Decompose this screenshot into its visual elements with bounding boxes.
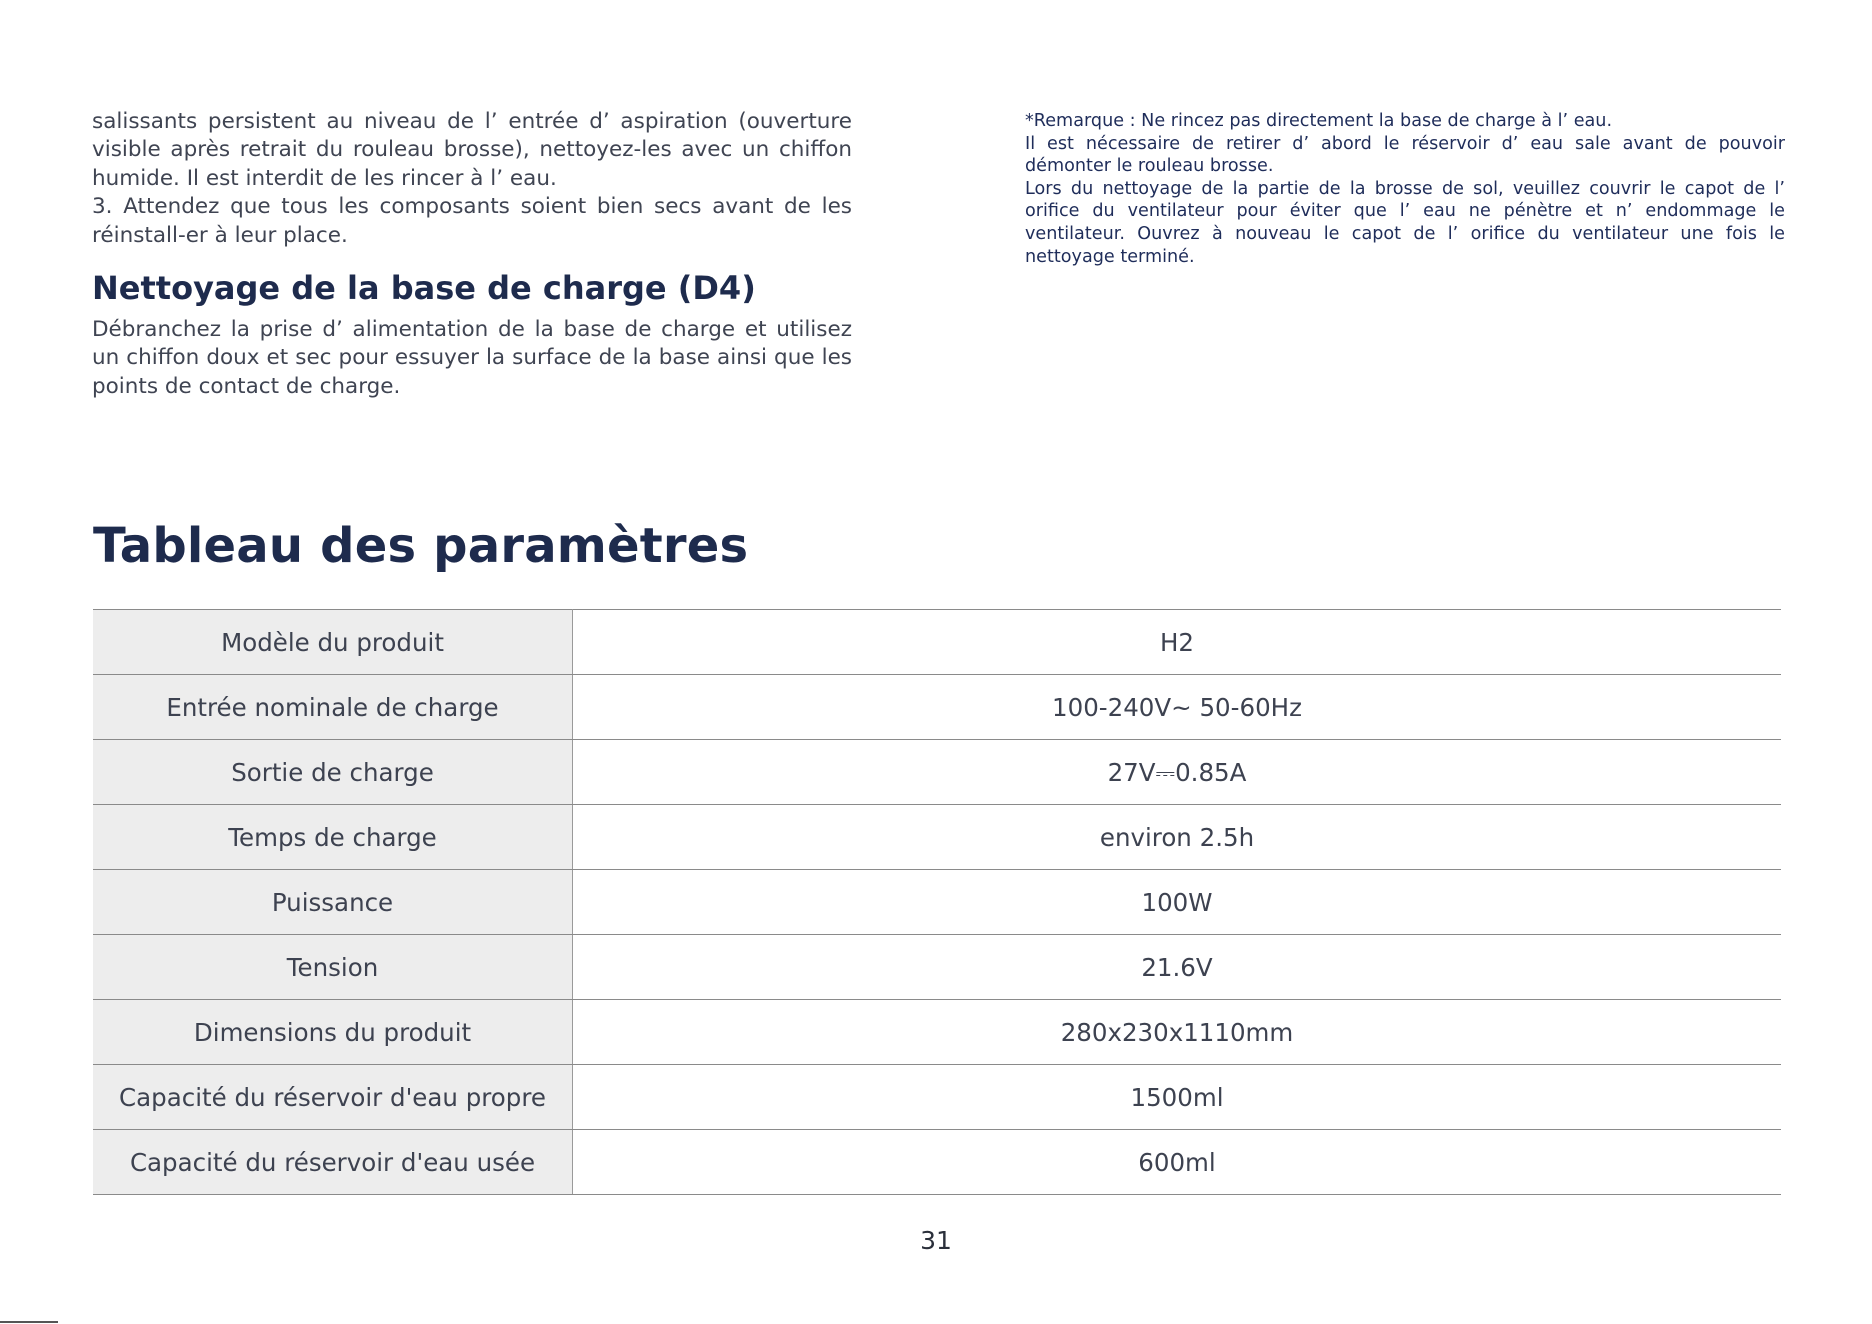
param-label: Dimensions du produit [93,1000,573,1065]
paragraph-charging-base-cleaning: Débranchez la prise d’ alimentation de la base de charge et utilisez un chiffon doux et sec pour essuyer la surface de la base ainsi que les points de contact de charge. [92,317,852,399]
left-column [92,108,852,401]
page-title: Tableau des paramètres [93,518,749,574]
footer-divider [0,1321,58,1323]
right-column-notes [1025,110,1785,268]
param-label: Modèle du produit [93,610,573,675]
param-value: 600ml [573,1130,1782,1195]
param-label: Entrée nominale de charge [93,675,573,740]
note-fan-cover: Lors du nettoyage de la partie de la brosse de sol, veuillez couvrir le capot de l’ orifice du ventilateur pour éviter que l’ eau ne pénètre et n’ endommage le ventilateur. Ouvrez à nouveau le capot de l’ orifice du ventilateur une fois le nettoyage terminé. [1025,178,1785,267]
table-row [93,675,1781,740]
table-row [93,740,1781,805]
param-value: 21.6V [573,935,1782,1000]
param-label: Puissance [93,870,573,935]
param-label: Sortie de charge [93,740,573,805]
param-value: 280x230x1110mm [573,1000,1782,1065]
param-value: 100W [573,870,1782,935]
table-row [93,805,1781,870]
paragraph-dry-components: 3. Attendez que tous les composants soient bien secs avant de les réinstall-er à leur place. [92,194,852,248]
table-row [93,1130,1781,1195]
table-row [93,610,1781,675]
paragraph-cleaning-intake: salissants persistent au niveau de l’ entrée d’ aspiration (ouverture visible après retrait du rouleau brosse), nettoyez-les avec un chiffon humide. Il est interdit de les rincer à l’ eau. [92,109,852,191]
note-remove-tank: Il est nécessaire de retirer d’ abord le réservoir d’ eau sale avant de pouvoir démonter le rouleau brosse. [1025,133,1785,177]
table-row [93,870,1781,935]
param-value: H2 [573,610,1782,675]
table-row [93,1065,1781,1130]
param-value: 27V⎓0.85A [573,740,1782,805]
parameters-table [93,609,1781,1195]
table-row [93,1000,1781,1065]
page-number: 31 [920,1226,952,1255]
param-label: Tension [93,935,573,1000]
param-value: 100-240V~ 50-60Hz [573,675,1782,740]
section-heading-charging-base: Nettoyage de la base de charge (D4) [92,269,756,308]
note-remark: *Remarque : Ne rincez pas directement la base de charge à l’ eau. [1025,111,1613,131]
param-label: Capacité du réservoir d'eau propre [93,1065,573,1130]
param-value: environ 2.5h [573,805,1782,870]
param-label: Temps de charge [93,805,573,870]
param-label: Capacité du réservoir d'eau usée [93,1130,573,1195]
table-row [93,935,1781,1000]
param-value: 1500ml [573,1065,1782,1130]
